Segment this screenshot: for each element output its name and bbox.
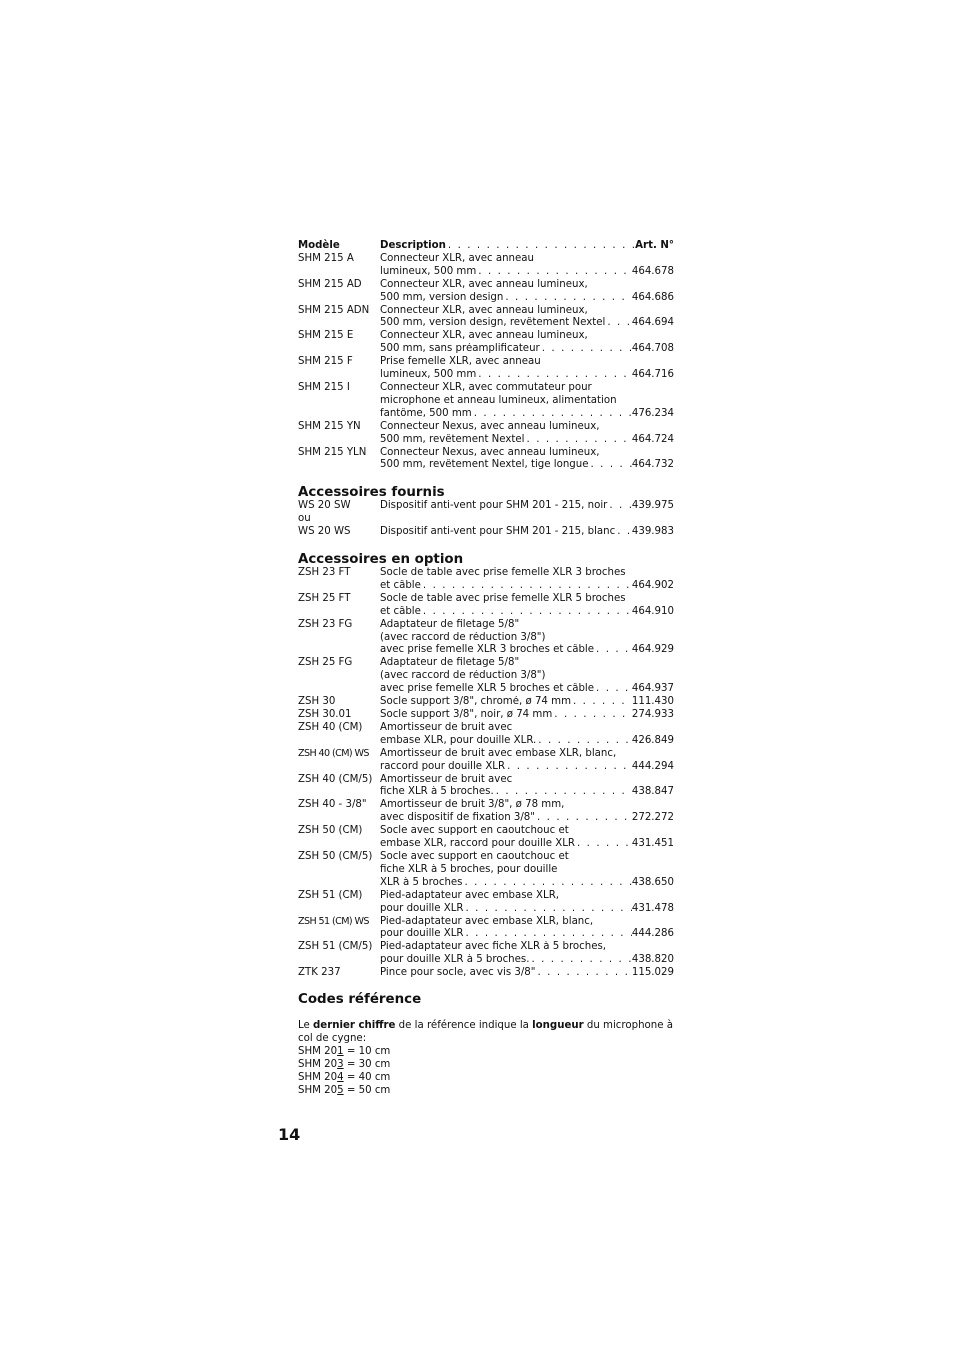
table-row	[298, 567, 674, 593]
description-cell	[380, 382, 674, 421]
table-row	[298, 253, 674, 279]
description-text: Connecteur Nexus, avec anneau lumineux,	[380, 420, 600, 432]
model-cell: ZSH 30.01	[298, 709, 352, 720]
description-text: avec prise femelle XLR 5 broches et câble	[380, 683, 595, 695]
description-text: Adaptateur de filetage 5/8"	[380, 618, 520, 630]
supplied-accessories-title: Accessoires fournis	[298, 485, 445, 501]
description-cell	[380, 526, 674, 539]
dot-leader	[503, 292, 632, 305]
model-cell: SHM 215 F	[298, 356, 353, 368]
description-text: et câble	[380, 605, 421, 617]
model-cell: ZSH 51 (CM) WS	[298, 915, 369, 927]
article-number: 464.716	[631, 369, 674, 381]
model-cell: ZSH 25 FG	[298, 657, 353, 669]
description-text: 500 mm, revêtement Nextel, tige longue	[380, 459, 589, 471]
description-cell	[380, 748, 674, 774]
description-text: Pince pour socle, avec vis 3/8"	[380, 967, 536, 979]
model-cell: SHM 215 ADN	[298, 304, 370, 316]
description-cell	[380, 967, 674, 980]
description-cell	[380, 279, 674, 305]
optional-accessories-title: Accessoires en option	[298, 552, 464, 568]
description-text: et câble	[380, 579, 421, 591]
description-text: Socle avec support en caoutchouc et	[380, 850, 569, 862]
dot-leader	[476, 369, 632, 382]
dot-leader	[589, 459, 632, 472]
article-number: 464.929	[631, 644, 674, 656]
code-line: SHM 205 = 50 cm	[298, 1084, 391, 1096]
article-number: 431.478	[631, 902, 674, 914]
table-row	[298, 799, 674, 825]
description-cell	[380, 890, 674, 916]
optional-accessories-list	[298, 567, 674, 980]
description-text: embase XLR, raccord pour douille XLR	[380, 838, 575, 850]
description-text: (avec raccord de réduction 3/8")	[380, 631, 546, 643]
table-row	[298, 657, 674, 696]
description-text: fantôme, 500 mm	[380, 407, 472, 419]
dot-leader	[505, 761, 632, 774]
description-cell	[380, 305, 674, 331]
table-row	[298, 722, 674, 748]
article-number: 111.430	[631, 696, 674, 708]
article-number: 464.937	[631, 683, 674, 695]
description-text: 500 mm, version design, revêtement Nextel	[380, 317, 606, 329]
table-row	[298, 774, 674, 800]
dot-leader	[421, 606, 632, 619]
table-row	[298, 330, 674, 356]
description-text: pour douille XLR	[380, 928, 464, 940]
model-cell: ZTK 237	[298, 967, 341, 979]
dot-leader	[607, 500, 632, 513]
col-desc-header: Description	[380, 240, 446, 251]
models-list	[298, 253, 674, 472]
article-number: 444.294	[631, 760, 674, 772]
description-text: lumineux, 500 mm	[380, 369, 477, 381]
model-cell: ZSH 40 (CM)	[298, 721, 363, 733]
article-number: 438.650	[631, 876, 674, 888]
article-number: 431.451	[631, 838, 674, 850]
description-text: Connecteur XLR, avec anneau lumineux,	[380, 304, 588, 316]
table-row	[298, 593, 674, 619]
description-cell	[380, 825, 674, 851]
code-line: SHM 204 = 40 cm	[298, 1071, 391, 1083]
description-text: avec prise femelle XLR 3 broches et câble	[380, 644, 595, 656]
description-cell	[380, 722, 674, 748]
article-number: 464.694	[631, 317, 674, 329]
description-cell	[380, 447, 674, 473]
article-number: 439.975	[631, 500, 674, 512]
model-cell: SHM 215 YLN	[298, 446, 367, 458]
dot-leader	[571, 696, 632, 709]
model-cell: SHM 215 YN	[298, 420, 361, 432]
dot-leader	[594, 683, 632, 696]
table-row	[298, 382, 674, 421]
description-text: Pied-adaptateur avec embase XLR, blanc,	[380, 915, 594, 927]
model-cell: ZSH 51 (CM)	[298, 889, 363, 901]
description-text: 500 mm, revêtement Nextel	[380, 433, 525, 445]
description-cell	[380, 253, 674, 279]
model-cell: SHM 215 A	[298, 252, 354, 264]
model-cell: SHM 215 E	[298, 330, 354, 342]
col-art-header: Art. N°	[635, 240, 674, 251]
table-row	[298, 916, 674, 942]
description-text: raccord pour douille XLR	[380, 760, 506, 772]
model-cell: SHM 215 I	[298, 381, 350, 393]
description-cell	[380, 619, 674, 658]
article-number: 464.686	[631, 291, 674, 303]
parts-list	[298, 240, 674, 1097]
description-text: Prise femelle XLR, avec anneau	[380, 356, 541, 368]
description-text: pour douille XLR	[380, 902, 464, 914]
table-row	[298, 305, 674, 331]
description-cell	[380, 356, 674, 382]
description-cell	[380, 421, 674, 447]
dot-leader	[462, 877, 631, 890]
article-number: 274.933	[631, 709, 674, 720]
model-cell: ZSH 23 FT	[298, 567, 351, 579]
model-cell: ZSH 40 (CM/5)	[298, 773, 373, 785]
description-cell	[380, 696, 674, 709]
description-text: Pied-adaptateur avec fiche XLR à 5 broches,	[380, 941, 607, 953]
dot-leader	[552, 709, 632, 722]
description-text: Connecteur XLR, avec anneau lumineux,	[380, 330, 588, 342]
table-row	[298, 748, 674, 774]
article-number: 464.732	[631, 459, 674, 471]
description-text: Pied-adaptateur avec embase XLR,	[380, 889, 560, 901]
description-cell	[380, 941, 674, 967]
article-number: 464.708	[631, 343, 674, 355]
table-row	[298, 851, 674, 890]
model-cell: SHM 215 AD	[298, 278, 362, 290]
description-text: XLR à 5 broches	[380, 876, 463, 888]
dot-leader	[525, 434, 632, 447]
model-cell: WS 20 WS	[298, 526, 351, 538]
article-number: 464.902	[631, 579, 674, 591]
model-cell: ZSH 23 FG	[298, 618, 353, 630]
table-row	[298, 619, 674, 658]
table-row	[298, 696, 674, 709]
description-text: Socle avec support en caoutchouc et	[380, 825, 569, 837]
description-text: pour douille XLR à 5 broches.	[380, 954, 530, 966]
article-number: 444.286	[631, 928, 674, 940]
description-cell	[380, 657, 674, 696]
dot-leader	[494, 786, 632, 799]
description-cell	[380, 709, 674, 722]
description-text: Socle support 3/8", chromé, ø 74 mm	[380, 696, 571, 708]
dot-leader	[615, 526, 632, 539]
dot-leader	[536, 735, 632, 748]
article-number: 439.983	[631, 526, 674, 538]
codes-list	[298, 1046, 674, 1098]
table-row	[298, 941, 674, 967]
dot-leader	[463, 928, 631, 941]
description-text: Connecteur XLR, avec anneau	[380, 252, 534, 264]
description-text: fiche XLR à 5 broches.	[380, 786, 494, 798]
dot-leader	[472, 408, 632, 421]
supplied-accessories-list	[298, 500, 674, 539]
codes-intro: Le dernier chiffre de la référence indique la longueur du microphone à col de cygne:	[298, 1020, 673, 1044]
dot-leader	[476, 266, 632, 279]
description-text: Amortisseur de bruit 3/8", ø 78 mm,	[380, 799, 565, 811]
description-cell	[380, 513, 674, 526]
dot-leader	[540, 343, 632, 356]
description-text: Socle de table avec prise femelle XLR 5 broches	[380, 592, 626, 604]
description-text: Connecteur XLR, avec commutateur pour	[380, 381, 592, 393]
description-text: avec dispositif de fixation 3/8"	[380, 812, 535, 824]
description-text: Amortisseur de bruit avec	[380, 773, 513, 785]
table-row	[298, 967, 674, 980]
description-text: Socle support 3/8", noir, ø 74 mm	[380, 709, 553, 720]
model-cell: ZSH 40 (CM) WS	[298, 747, 369, 759]
description-text: Socle de table avec prise femelle XLR 3 broches	[380, 567, 626, 579]
table-row	[298, 890, 674, 916]
description-text: Dispositif anti-vent pour SHM 201 - 215, noir	[380, 500, 608, 512]
table-row	[298, 500, 674, 513]
description-cell	[380, 567, 674, 593]
article-number: 476.234	[631, 407, 674, 419]
table-row	[298, 825, 674, 851]
article-number: 464.910	[631, 605, 674, 617]
model-cell: WS 20 SW	[298, 500, 351, 512]
table-row	[298, 526, 674, 539]
dot-leader	[421, 580, 632, 593]
code-line: SHM 203 = 30 cm	[298, 1058, 391, 1070]
description-text: Connecteur XLR, avec anneau lumineux,	[380, 278, 588, 290]
dot-leader	[594, 644, 632, 657]
description-text: Amortisseur de bruit avec	[380, 721, 513, 733]
table-row	[298, 513, 674, 526]
table-header	[298, 240, 674, 253]
article-number: 426.849	[631, 734, 674, 746]
description-text: 500 mm, sans préamplificateur	[380, 343, 540, 355]
description-text: Adaptateur de filetage 5/8"	[380, 657, 520, 669]
page-number: 14	[278, 1125, 301, 1144]
article-number: 438.820	[631, 954, 674, 966]
table-row	[298, 447, 674, 473]
dot-leader	[529, 954, 631, 967]
model-cell: ZSH 50 (CM/5)	[298, 850, 373, 862]
article-number: 438.847	[631, 786, 674, 798]
description-text: (avec raccord de réduction 3/8")	[380, 670, 546, 682]
description-cell	[380, 799, 674, 825]
description-text: fiche XLR à 5 broches, pour douille	[380, 863, 558, 875]
col-model-header: Modèle	[298, 240, 340, 251]
description-text: microphone et anneau lumineux, alimentation	[380, 394, 617, 406]
description-cell	[380, 500, 674, 513]
description-text: embase XLR, pour douille XLR.	[380, 734, 537, 746]
model-cell: ZSH 25 FT	[298, 592, 351, 604]
dot-leader	[535, 967, 631, 980]
description-cell	[380, 330, 674, 356]
table-row	[298, 279, 674, 305]
description-text: lumineux, 500 mm	[380, 265, 477, 277]
model-cell: ZSH 51 (CM/5)	[298, 941, 373, 953]
model-cell: ZSH 30	[298, 696, 336, 708]
article-number: 115.029	[631, 967, 674, 979]
description-text: Connecteur Nexus, avec anneau lumineux,	[380, 446, 600, 458]
description-cell	[380, 916, 674, 942]
code-line: SHM 201 = 10 cm	[298, 1045, 391, 1057]
model-cell: ou	[298, 513, 311, 525]
model-cell: ZSH 50 (CM)	[298, 825, 363, 837]
article-number: 464.678	[631, 265, 674, 277]
description-text: 500 mm, version design	[380, 291, 504, 303]
dot-leader	[575, 838, 632, 851]
table-row	[298, 421, 674, 447]
description-cell	[380, 851, 674, 890]
codes-title: Codes référence	[298, 992, 422, 1008]
description-text: Dispositif anti-vent pour SHM 201 - 215, blanc	[380, 526, 616, 538]
dot-leader	[463, 903, 631, 916]
table-row	[298, 356, 674, 382]
description-cell	[380, 593, 674, 619]
description-text: Amortisseur de bruit avec embase XLR, blanc,	[380, 747, 617, 759]
description-cell	[380, 774, 674, 800]
model-cell: ZSH 40 - 3/8"	[298, 799, 367, 811]
table-row	[298, 709, 674, 722]
dot-leader	[605, 317, 632, 330]
article-number: 464.724	[631, 433, 674, 445]
dot-leader	[535, 812, 632, 825]
article-number: 272.272	[631, 812, 674, 824]
